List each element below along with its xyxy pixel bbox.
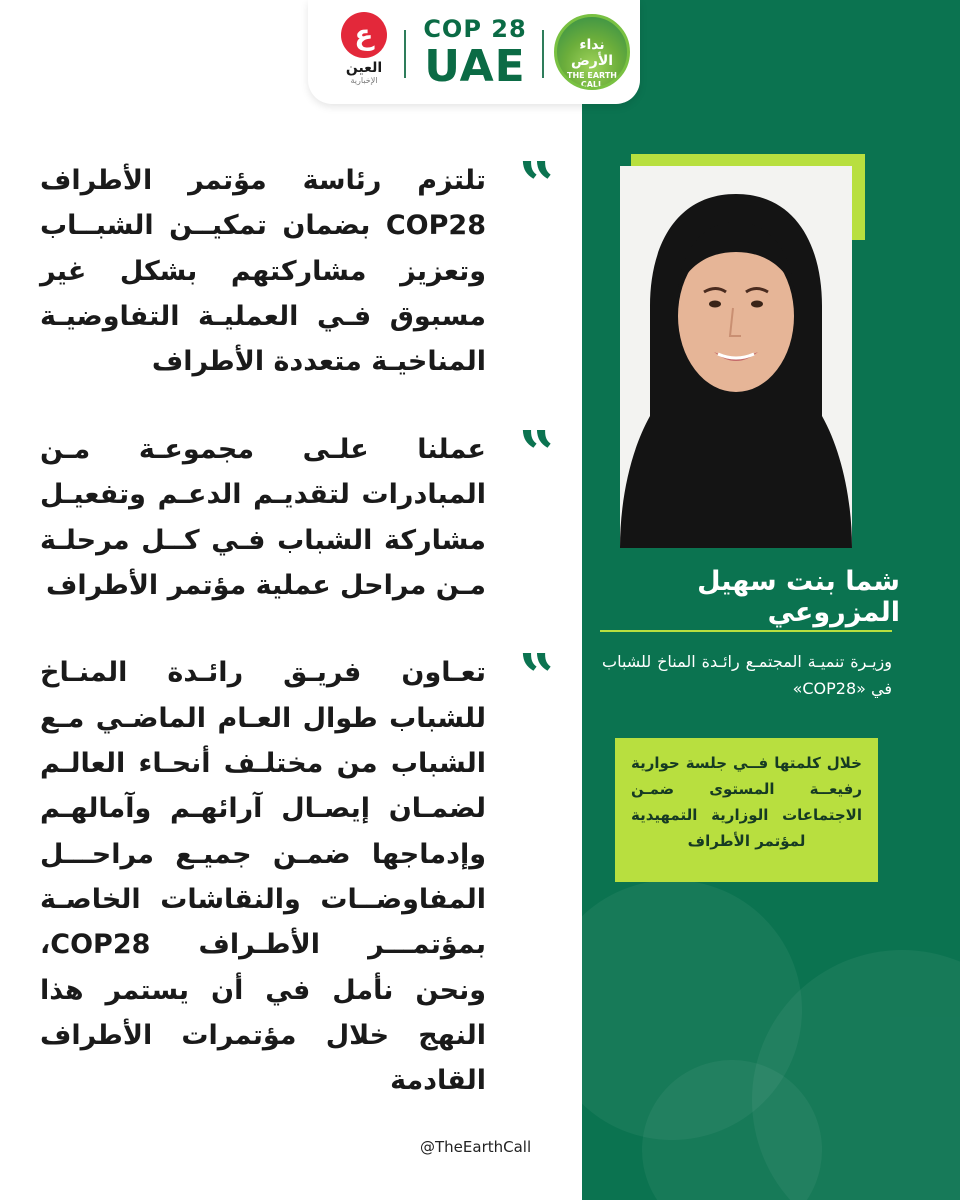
quote-text: تلتزم رئاسة مؤتمر الأطراف COP28 بضمان تمكيــن الشبــاب وتعزيز مشاركتهم بشكل غير مسبوق فـي العمليـة التفاوضيـة المناخيـة متعددة الأطراف [40, 165, 486, 378]
quote-block [40, 148, 556, 385]
logo-divider [542, 30, 544, 78]
minister-name: شما بنت سهيل المزروعي [697, 566, 900, 628]
cop28-label: COP 28 [423, 15, 527, 43]
logo-divider [404, 30, 406, 78]
header-logo-badge [308, 0, 640, 104]
earth-call-logo [554, 14, 630, 90]
quote-block [40, 416, 556, 608]
quote-text: تعـاون فريـق رائـدة المنـاخ للشباب طوال العـام الماضـي مـع الشباب من مختلـف أنحـاء العالـم لضمـان إيصـال آرائهـم وآمالهـم وإدماجها ضمـن جميـع مراحـــل المفاوضــات والنقاشات الخاصـة بمؤتمـــر الأطـراف COP28، ونحن نأمل في أن يستمر هذا النهج خلال مؤتمرات الأطراف القادمة [40, 657, 486, 1097]
uae-label: UAE [424, 41, 526, 92]
earth-call-english: THE EARTH CALL [566, 71, 617, 89]
al-ain-logo-name: العين [345, 60, 383, 76]
quote-mark-icon: ” [518, 148, 554, 221]
social-handle: @TheEarthCall [420, 1138, 532, 1156]
al-ain-logo-mark: ع [341, 12, 387, 58]
al-ain-logo-tagline: الإخبارية [350, 76, 378, 85]
event-context-box [615, 738, 878, 882]
portrait-illustration [620, 166, 852, 548]
al-ain-news-logo [332, 12, 396, 92]
cop28-uae-logo [420, 14, 530, 90]
quote-text: عملنا علـى مجموعـة مـن المبادرات لتقديـم الدعـم وتفعيـل مشاركة الشباب فـي كــل مرحلـة مـن مراحل عملية مؤتمر الأطراف [40, 433, 486, 601]
quote-mark-icon: ” [518, 416, 554, 490]
name-divider [600, 630, 892, 632]
event-context-text: خلال كلمتها فــي جلسة حوارية رفيعــة المستوى ضمـن الاجتماعات الوزارية التمهيدية لمؤتمر الأطراف [631, 754, 862, 851]
minister-portrait [620, 166, 852, 548]
quote-mark-icon: ” [518, 640, 554, 714]
quote-block [40, 640, 556, 1104]
minister-title: وزيـرة تنميـة المجتمـع رائـدة المناخ للشباب في «COP28» [602, 652, 892, 699]
earth-call-arabic: نداء الأرض [570, 37, 614, 69]
quotes-column [40, 148, 556, 1104]
